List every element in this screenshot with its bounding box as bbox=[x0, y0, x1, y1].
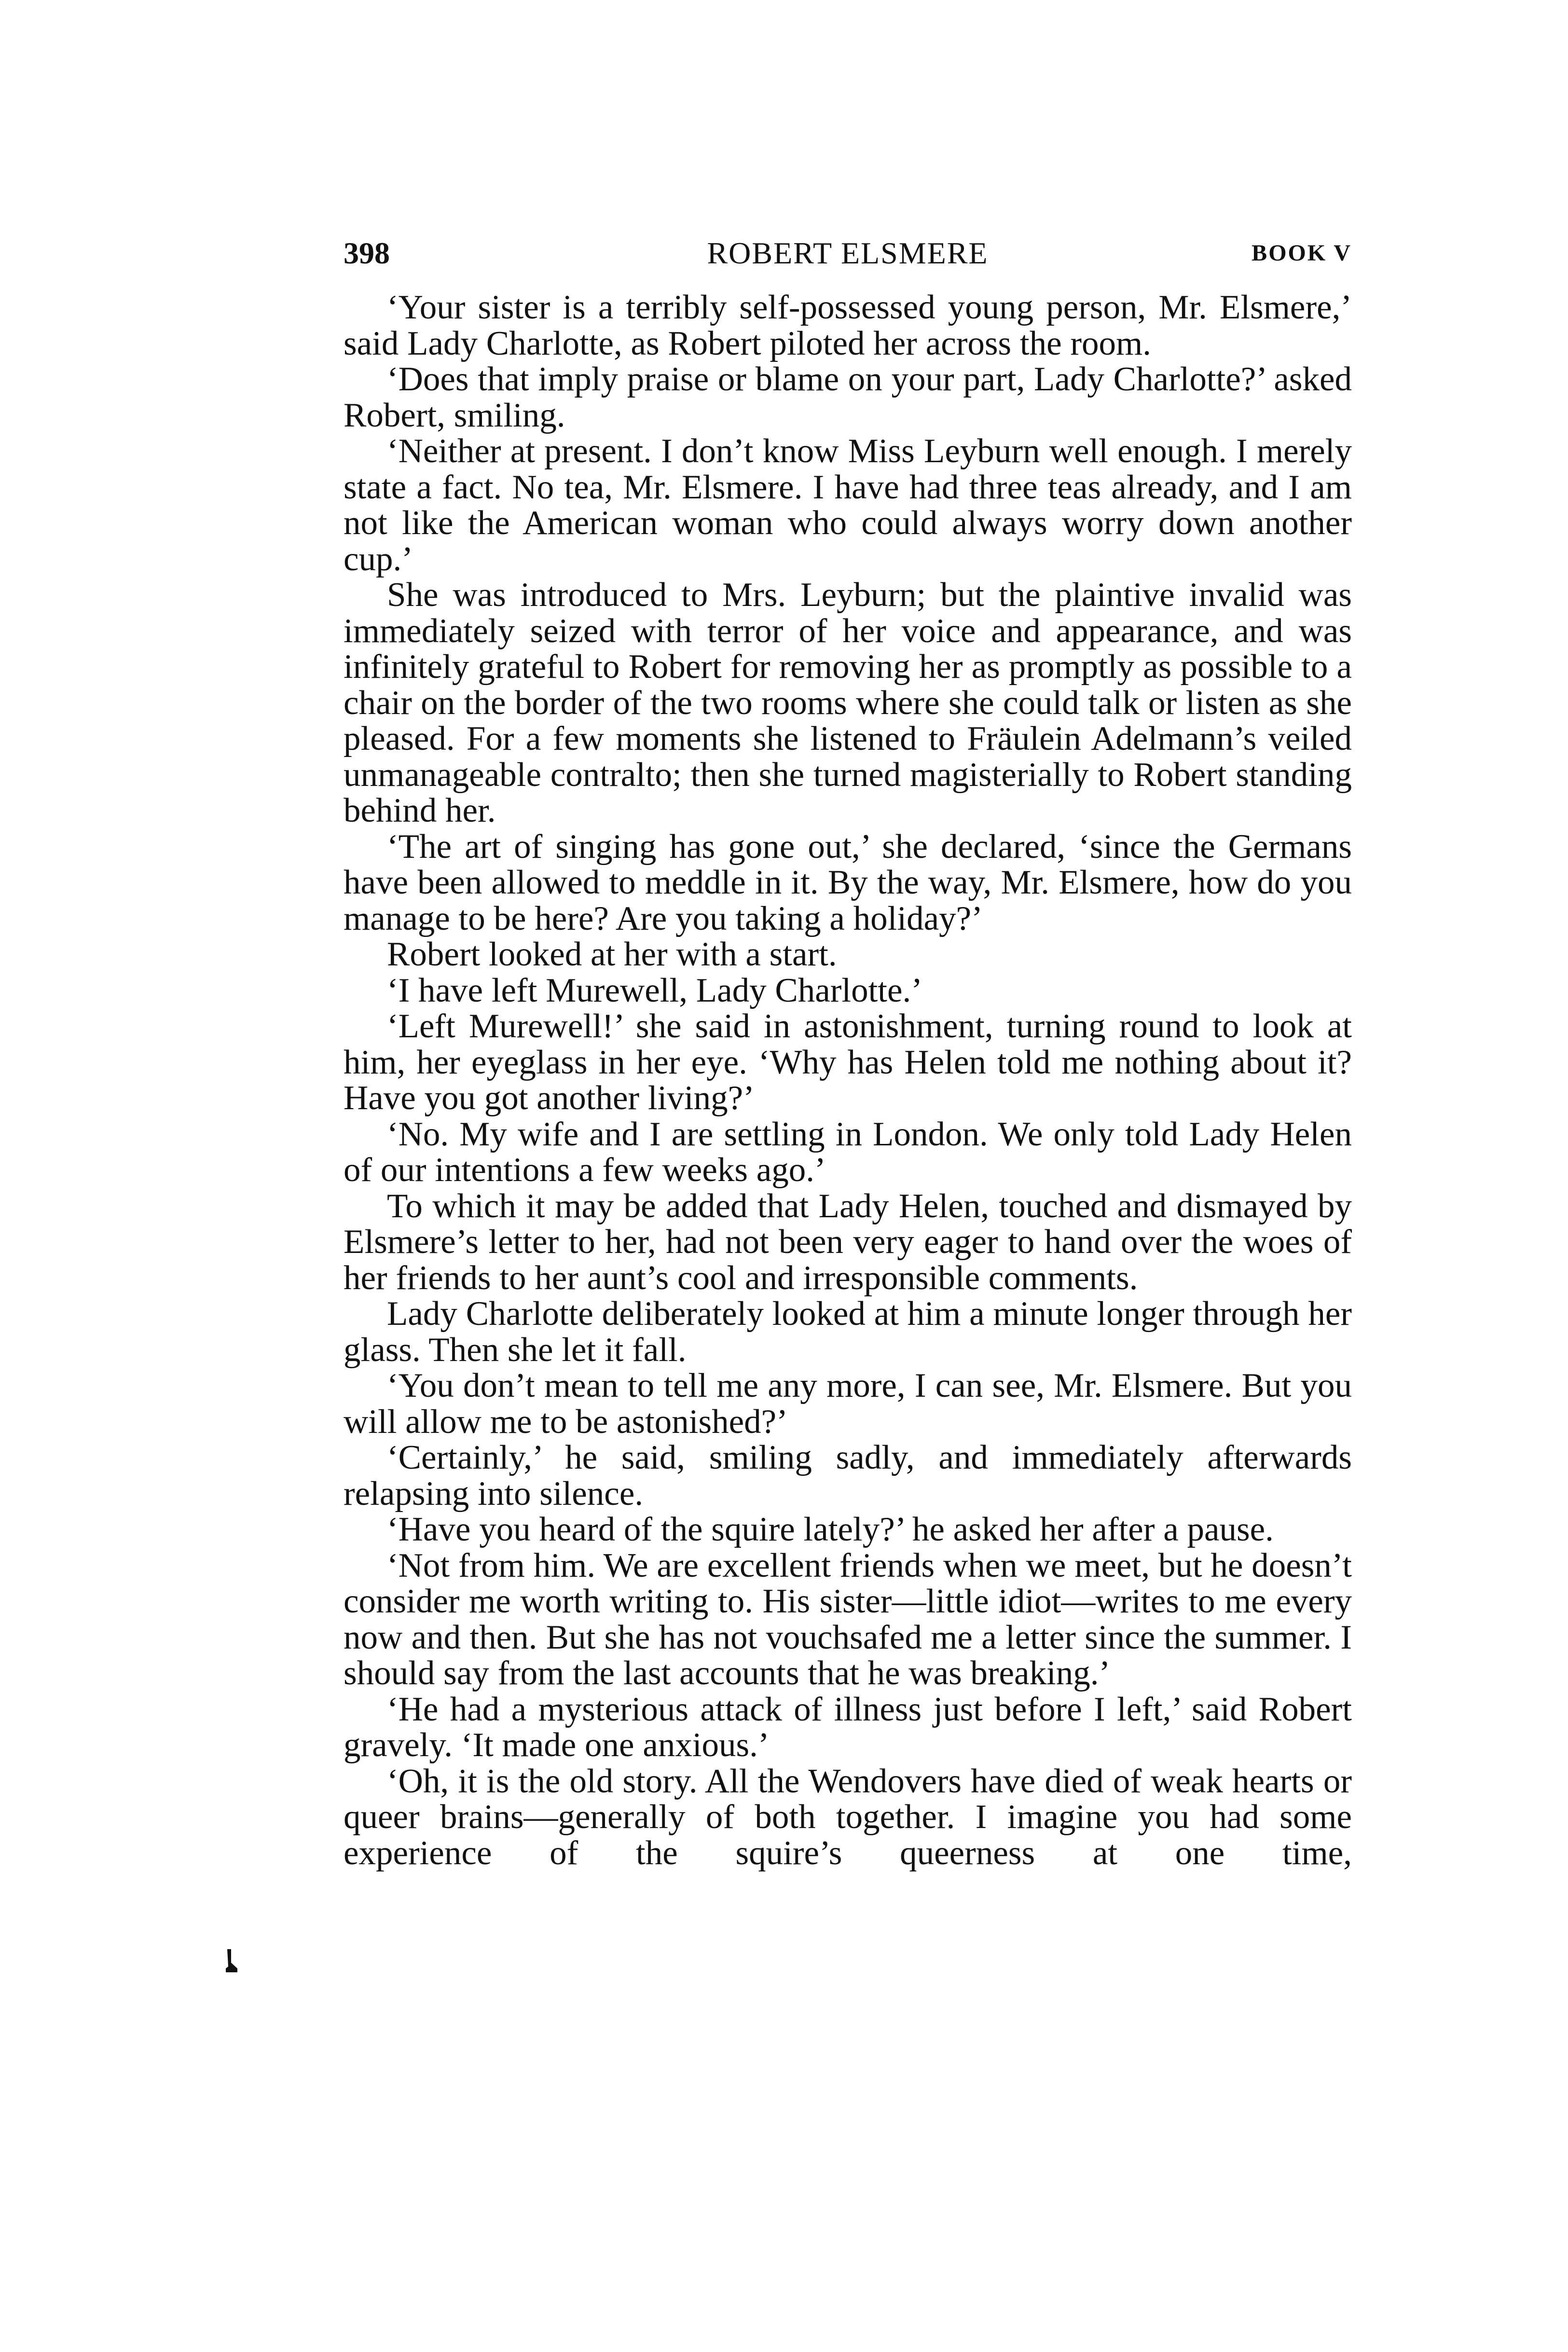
paragraph: ‘No. My wife and I are settling in London. We only told Lady Helen of our intentions a few weeks ago.’ bbox=[344, 1115, 1352, 1189]
margin-mark-icon bbox=[224, 1948, 239, 1973]
paragraph: Lady Charlotte deliberately looked at him a minute longer through her glass. Then she let it fall. bbox=[344, 1295, 1352, 1369]
paragraph: ‘You don’t mean to tell me any more, I can see, Mr. Elsmere. But you will allow me to be astonished?’ bbox=[344, 1367, 1352, 1441]
paragraph: She was introduced to Mrs. Leyburn; but the plaintive invalid was immediately seized with terror of her voice and appearance, and was infinitely grateful to Robert for removing her as promptly as possible to a chair on the border of the two rooms where she could talk or listen as she pleased. For a few moments she listened to Fräulein Adelmann’s veiled unmanageable contralto; then she turned magisterially to Robert standing behind her. bbox=[344, 576, 1352, 829]
paragraph: ‘Left Murewell!’ she said in astonishment, turning round to look at him, her eyeglass in her eye. ‘Why has Helen told me nothing about it? Have you got another living?’ bbox=[344, 1007, 1352, 1117]
paragraph: ‘He had a mysterious attack of illness just before I left,’ said Robert gravely. ‘It made one anxious.’ bbox=[344, 1690, 1352, 1764]
paragraph: ‘Have you heard of the squire lately?’ he asked her after a pause. bbox=[387, 1511, 1274, 1548]
paragraph: ‘Not from him. We are excellent friends when we meet, but he doesn’t consider me worth writing to. His sister—little idiot—writes to me every now and then. But she has not vouchsafed me a letter since the summer. I should say from the last accounts that he was breaking.’ bbox=[344, 1546, 1352, 1692]
body-text bbox=[344, 289, 1352, 1871]
paragraph: ‘Your sister is a terribly self-possessed young person, Mr. Elsmere,’ said Lady Charlotte, as Robert piloted her across the room. bbox=[344, 289, 1352, 362]
paragraph: To which it may be added that Lady Helen, touched and dismayed by Elsmere’s letter to her, had not been very eager to hand over the woes of her friends to her aunt’s cool and irresponsible comments. bbox=[344, 1187, 1352, 1297]
running-header bbox=[344, 232, 1352, 275]
running-title: ROBERT ELSMERE bbox=[707, 236, 989, 270]
paragraph: Robert looked at her with a start. bbox=[387, 935, 837, 973]
book-label: BOOK V bbox=[1252, 240, 1352, 266]
paragraph: ‘Oh, it is the old story. All the Wendovers have died of weak hearts or queer brains—generally of both together. I imagine you had some experience of the squire’s queerness at one time, bbox=[344, 1762, 1352, 1872]
paragraph: ‘I have left Murewell, Lady Charlotte.’ bbox=[387, 971, 922, 1009]
page-number: 398 bbox=[344, 236, 390, 270]
paragraph: ‘The art of singing has gone out,’ she declared, ‘since the Germans have been allowed to meddle in it. By the way, Mr. Elsmere, how do you manage to be here? Are you taking a holiday?’ bbox=[344, 827, 1352, 937]
paragraph: ‘Neither at present. I don’t know Miss Leyburn well enough. I merely state a fact. No tea, Mr. Elsmere. I have had three teas already, and I am not like the American woman who could always worry down another cup.’ bbox=[344, 432, 1352, 578]
paragraph: ‘Does that imply praise or blame on your part, Lady Charlotte?’ asked Robert, smiling. bbox=[344, 360, 1352, 434]
paragraph: ‘Certainly,’ he said, smiling sadly, and immediately afterwards relapsing into silence. bbox=[344, 1439, 1352, 1513]
